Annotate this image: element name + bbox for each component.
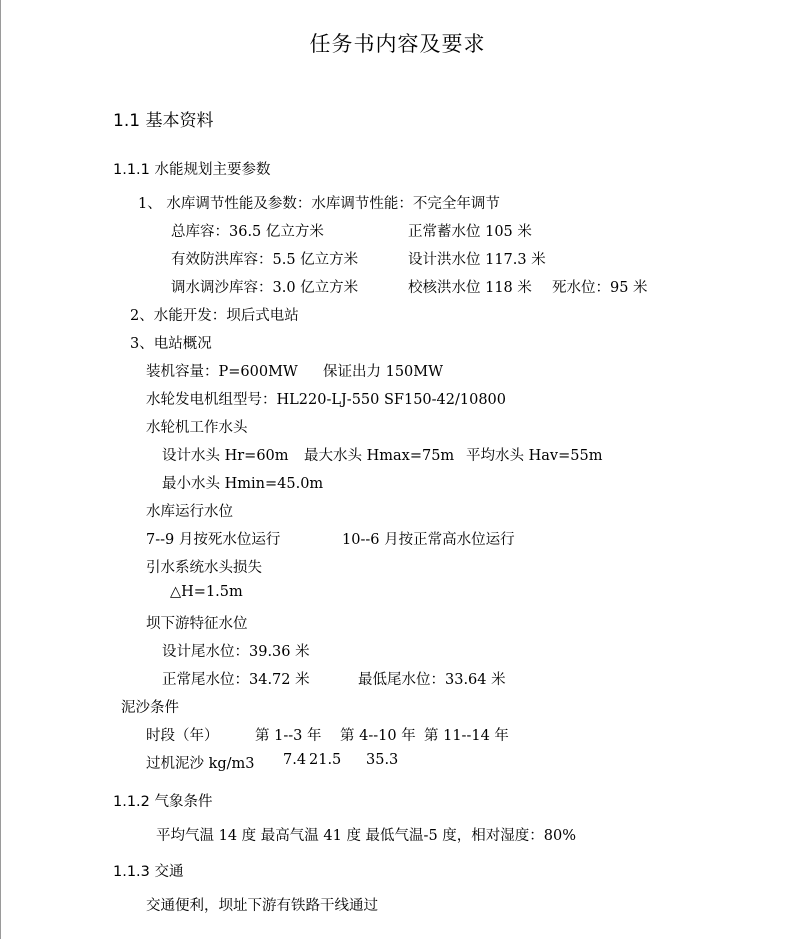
sediment-load-3: 35.3 — [366, 752, 399, 768]
item1-heading: 1、 水库调节性能及参数：水库调节性能：不完全年调节 — [138, 196, 500, 212]
sediment-period-1: 第 1--3 年 — [255, 728, 322, 744]
sediment-load-label: 过机泥沙 kg/m3 — [146, 756, 255, 772]
sediment-load-1: 7.4 — [283, 752, 307, 768]
sediment-period-label: 时段（年） — [146, 728, 219, 744]
check-flood-level: 校核洪水位 118 米 — [408, 280, 532, 296]
reservoir-operation-heading: 水库运行水位 — [146, 504, 233, 520]
max-head: 最大水头 Hmax=75m — [304, 448, 455, 464]
design-tailwater: 设计尾水位：39.36 米 — [162, 644, 310, 660]
section-1-1-3-heading: 1.1.3 交通 — [113, 864, 184, 880]
min-head: 最小水头 Hmin=45.0m — [162, 476, 324, 492]
sediment-load-2: 21.5 — [309, 752, 342, 768]
head-loss-value: △H=1.5m — [170, 584, 243, 600]
unit-model: 水轮发电机组型号：HL220-LJ-550 SF150-42/10800 — [146, 392, 507, 408]
page-border — [0, 0, 1, 939]
item2-hydropower-development: 2、水能开发：坝后式电站 — [130, 308, 299, 324]
normal-water-level: 正常蓄水位 105 米 — [408, 224, 532, 240]
sediment-regulation-storage: 调水调沙库容：3.0 亿立方米 — [171, 280, 359, 296]
guaranteed-output: 保证出力 150MW — [323, 364, 444, 380]
head-loss-heading: 引水系统水头损失 — [146, 560, 262, 576]
min-tailwater: 最低尾水位：33.64 米 — [358, 672, 506, 688]
operation-dead-level: 7--9 月按死水位运行 — [146, 532, 281, 548]
design-head: 设计水头 Hr=60m — [162, 448, 289, 464]
sediment-period-2: 第 4--10 年 — [340, 728, 416, 744]
section-1-1-heading: 1.1 基本资料 — [113, 111, 214, 131]
tailwater-heading: 坝下游特征水位 — [146, 616, 248, 632]
design-flood-level: 设计洪水位 117.3 米 — [408, 252, 546, 268]
section-1-1-1-heading: 1.1.1 水能规划主要参数 — [113, 162, 271, 178]
sediment-heading: 泥沙条件 — [121, 700, 179, 716]
flood-control-storage: 有效防洪库容：5.5 亿立方米 — [171, 252, 359, 268]
operation-normal-level: 10--6 月按正常高水位运行 — [342, 532, 515, 548]
normal-tailwater: 正常尾水位：34.72 米 — [162, 672, 310, 688]
dead-water-level: 死水位：95 米 — [552, 280, 648, 296]
document-title: 任务书内容及要求 — [309, 32, 486, 56]
sediment-period-3: 第 11--14 年 — [424, 728, 509, 744]
turbine-head-heading: 水轮机工作水头 — [146, 420, 248, 436]
avg-head: 平均水头 Hav=55m — [466, 448, 603, 464]
climate-conditions: 平均气温 14 度 最高气温 41 度 最低气温-5 度，相对湿度：80% — [156, 828, 577, 844]
item3-heading: 3、电站概况 — [130, 336, 212, 352]
installed-capacity: 装机容量：P=600MW — [146, 364, 298, 380]
traffic-conditions: 交通便利，坝址下游有铁路干线通过 — [146, 898, 378, 914]
total-storage: 总库容：36.5 亿立方米 — [171, 224, 324, 240]
section-1-1-2-heading: 1.1.2 气象条件 — [113, 794, 213, 810]
